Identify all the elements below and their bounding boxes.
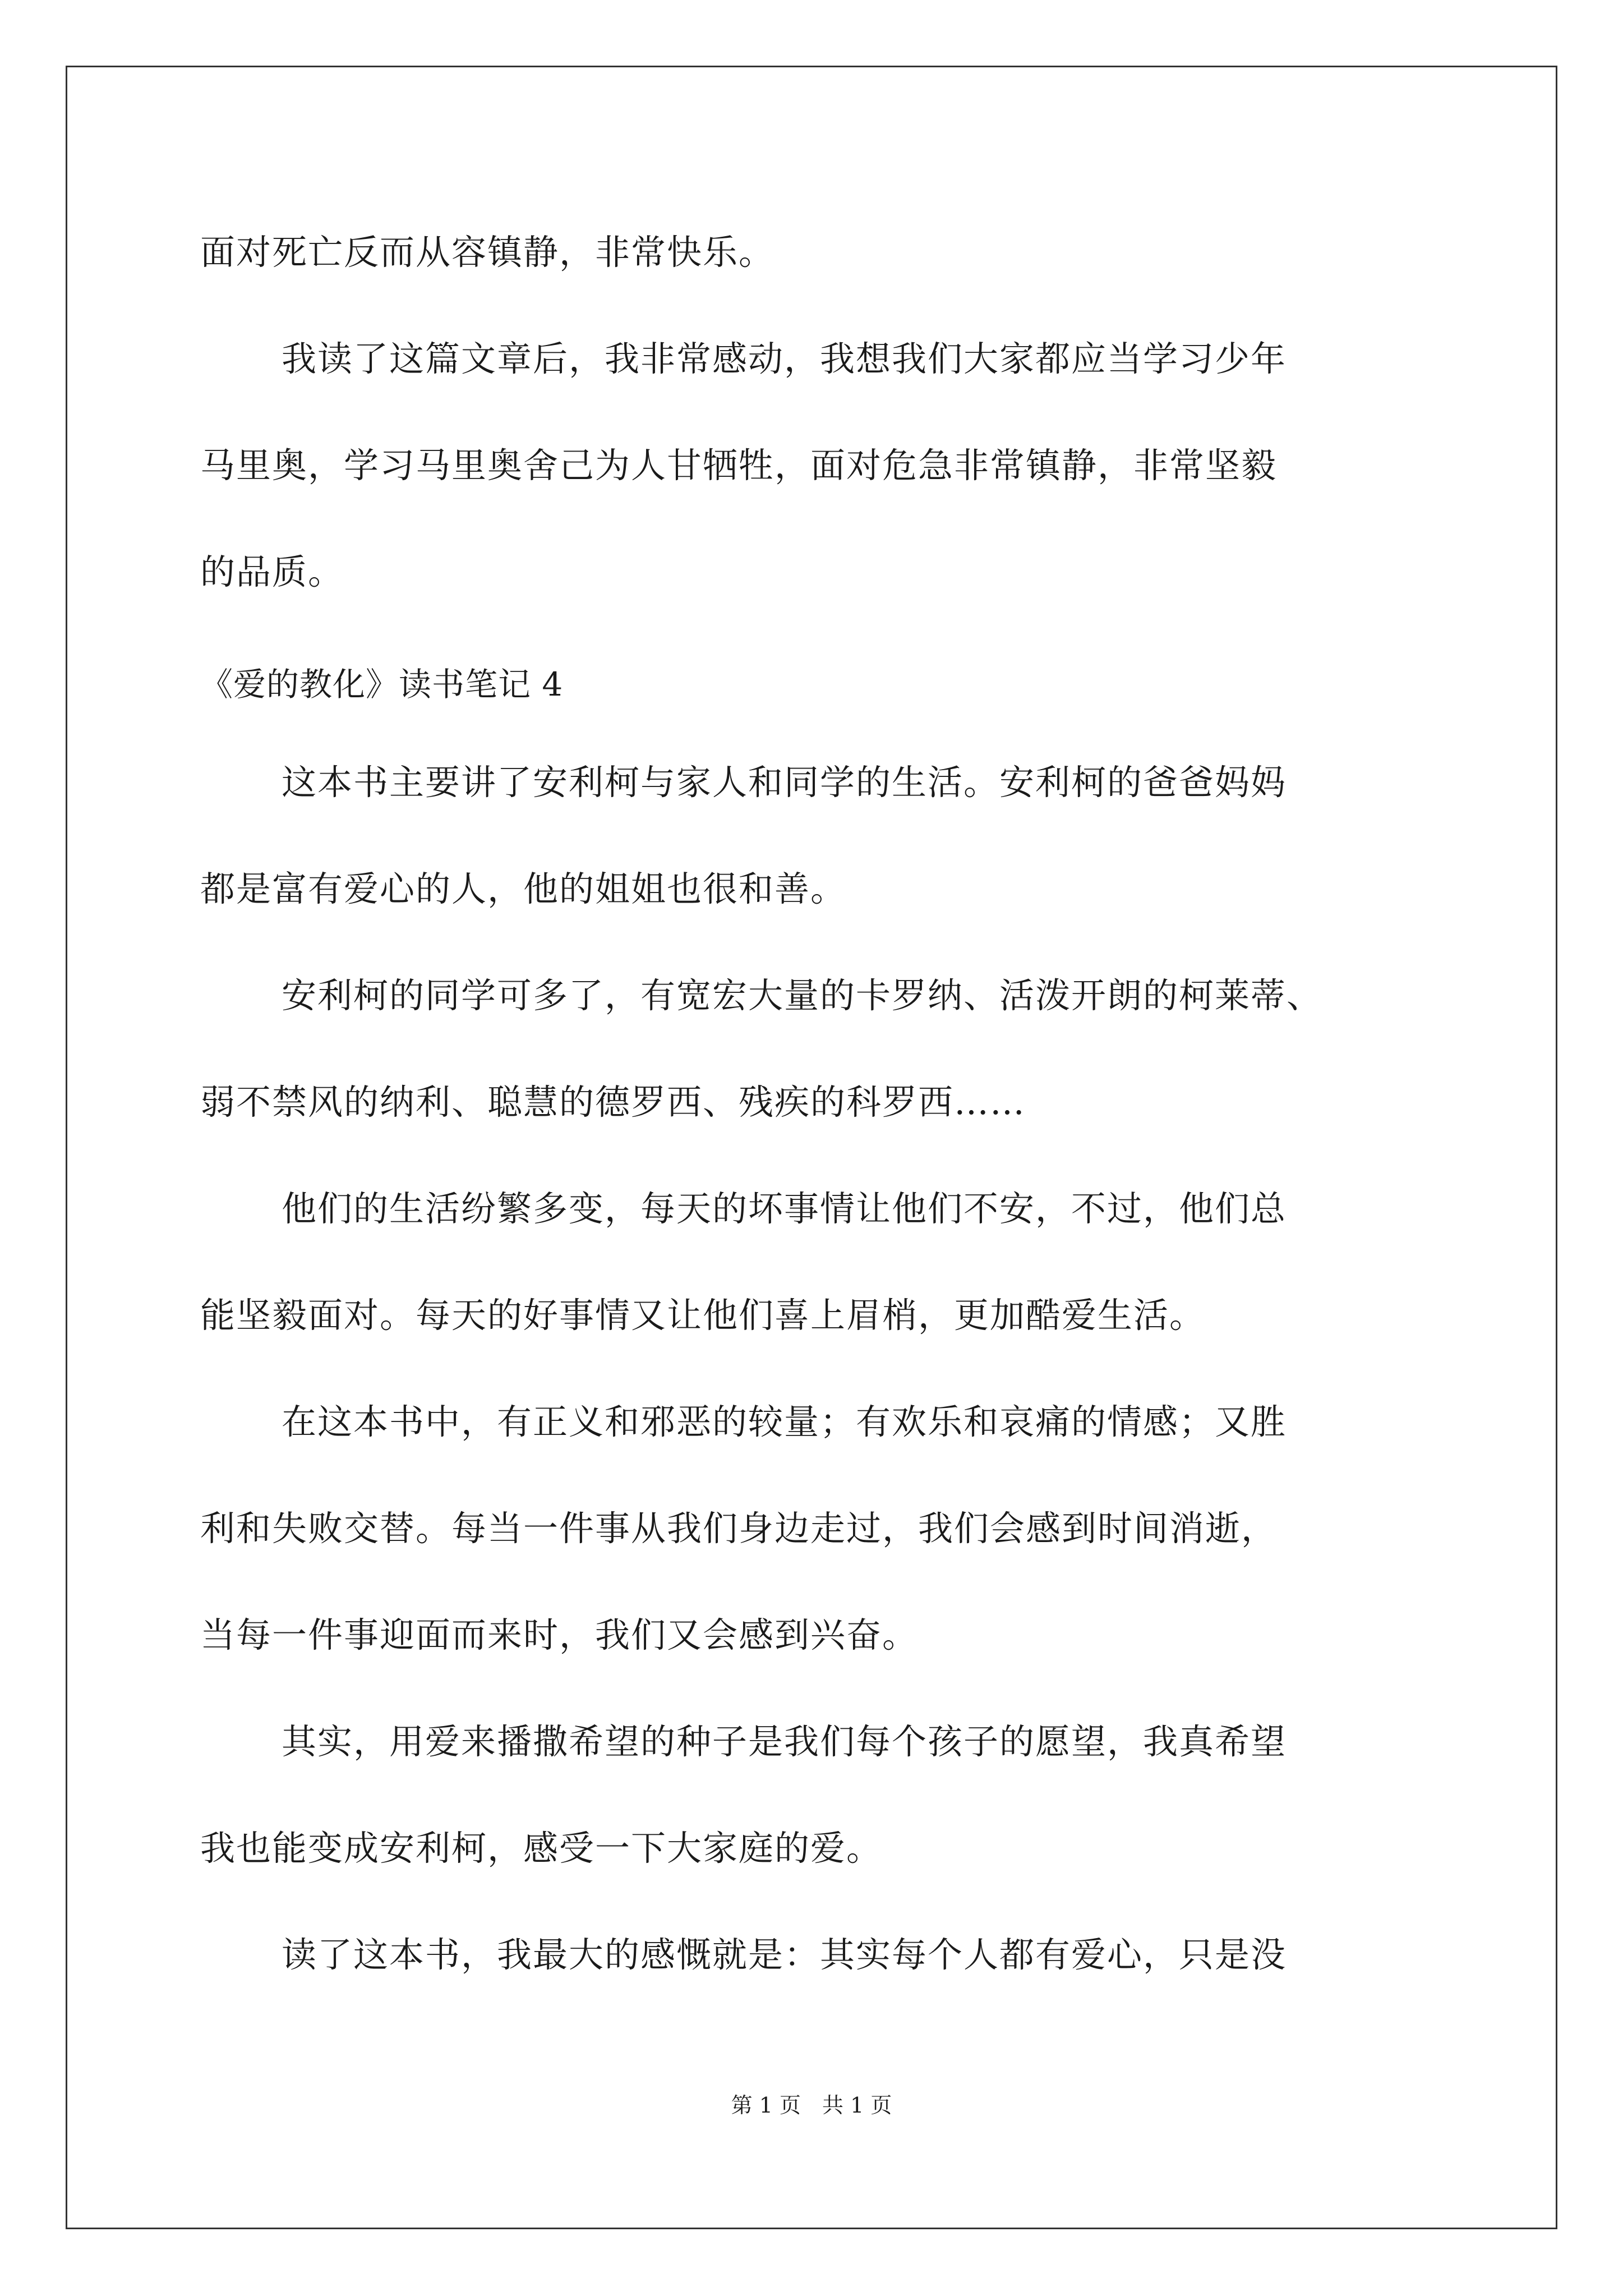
page-border [66,66,1557,2229]
text-line-2: 我读了这篇文章后，我非常感动，我想我们大家都应当学习少年 [282,338,1287,379]
text-line-1: 面对死亡反而从容镇静，非常快乐。 [200,232,775,273]
page-number-footer: 第 1 页 共 1 页 [731,2093,892,2118]
text-line-10: 能坚毅面对。每天的好事情又让他们喜上眉梢，更加酷爱生活。 [200,1295,1206,1336]
text-line-14: 其实，用爱来播撒希望的种子是我们每个孩子的愿望，我真希望 [282,1721,1287,1762]
text-line-9: 他们的生活纷繁多变，每天的坏事情让他们不安，不过，他们总 [282,1188,1287,1229]
text-line-7: 安利柯的同学可多了，有宽宏大量的卡罗纳、活泼开朗的柯莱蒂、 [282,975,1323,1016]
text-line-11: 在这本书中，有正义和邪恶的较量；有欢乐和哀痛的情感；又胜 [282,1401,1287,1442]
section-heading: 《爱的教化》读书笔记 4 [200,665,564,703]
text-line-13: 当每一件事迎面而来时，我们又会感到兴奋。 [200,1614,919,1655]
text-line-16: 读了这本书，我最大的感慨就是：其实每个人都有爱心，只是没 [282,1934,1287,1975]
text-line-5: 这本书主要讲了安利柯与家人和同学的生活。安利柯的爸爸妈妈 [282,762,1287,803]
text-line-3: 马里奥，学习马里奥舍己为人甘牺牲，面对危急非常镇静，非常坚毅 [200,445,1278,486]
text-line-12: 利和失败交替。每当一件事从我们身边走过，我们会感到时间消逝， [200,1508,1278,1549]
text-line-6: 都是富有爱心的人，他的姐姐也很和善。 [200,868,847,909]
text-line-8: 弱不禁风的纳利、聪慧的德罗西、残疾的科罗西…… [200,1082,1026,1122]
text-line-15: 我也能变成安利柯，感受一下大家庭的爱。 [200,1828,883,1869]
text-line-4: 的品质。 [200,551,344,592]
